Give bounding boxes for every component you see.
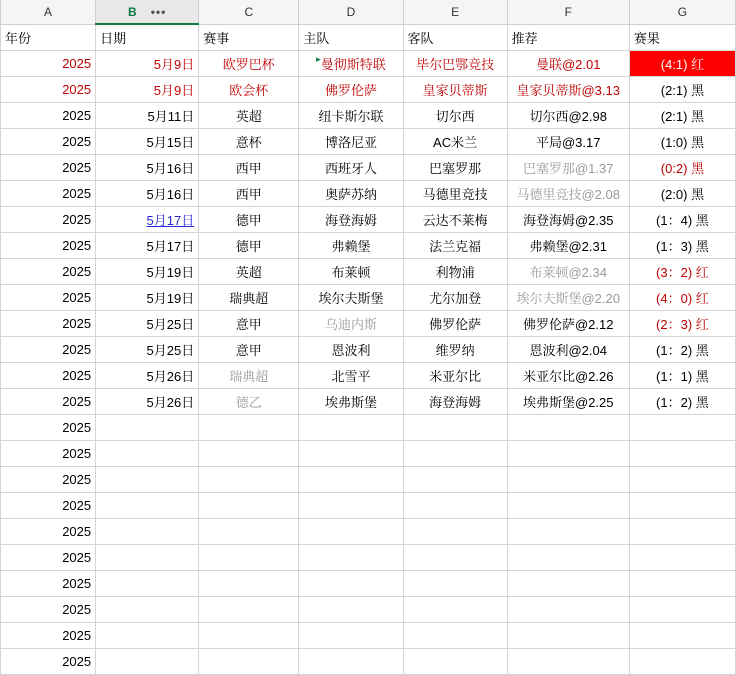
cell-home[interactable]: 西班牙人 bbox=[299, 154, 403, 180]
empty-cell[interactable] bbox=[299, 466, 403, 492]
header-cell-date[interactable]: 日期 bbox=[96, 24, 199, 50]
cell-year[interactable]: 2025 bbox=[1, 544, 96, 570]
column-header-d-label: D bbox=[346, 4, 356, 19]
empty-cell[interactable] bbox=[403, 492, 507, 518]
empty-cell[interactable] bbox=[403, 622, 507, 648]
cell-home[interactable]: 布莱顿 bbox=[299, 258, 403, 284]
empty-cell[interactable] bbox=[199, 466, 299, 492]
cell-year[interactable]: 2025 bbox=[1, 336, 96, 362]
header-cell-league[interactable]: 赛事 bbox=[199, 24, 299, 50]
header-cell-result[interactable]: 赛果 bbox=[629, 24, 735, 50]
cell-home[interactable]: 博洛尼亚 bbox=[299, 128, 403, 154]
empty-cell[interactable] bbox=[299, 492, 403, 518]
cell-year[interactable]: 2025 bbox=[1, 388, 96, 414]
cell-league[interactable]: 德乙 bbox=[199, 388, 299, 414]
cell-result[interactable]: (1：1) 黑 bbox=[629, 362, 735, 388]
cell-league[interactable]: 德甲 bbox=[199, 206, 299, 232]
cell-home[interactable]: 埃尔夫斯堡 bbox=[299, 284, 403, 310]
cell-away[interactable]: AC米兰 bbox=[403, 128, 507, 154]
table-row[interactable] bbox=[1, 50, 736, 76]
cell-year[interactable]: 2025 bbox=[1, 50, 96, 76]
empty-cell[interactable] bbox=[199, 570, 299, 596]
empty-cell[interactable] bbox=[629, 570, 735, 596]
cell-date[interactable]: 5月19日 bbox=[96, 258, 199, 284]
cell-result[interactable]: (3：2) 红 bbox=[629, 258, 735, 284]
column-header-g[interactable] bbox=[629, 0, 735, 24]
empty-cell[interactable] bbox=[629, 466, 735, 492]
table-row[interactable] bbox=[1, 206, 736, 232]
table-row[interactable] bbox=[1, 388, 736, 414]
empty-cell[interactable] bbox=[507, 570, 629, 596]
header-cell-home[interactable]: 主队 bbox=[299, 24, 403, 50]
empty-cell[interactable] bbox=[199, 596, 299, 622]
cell-away[interactable]: 米亚尔比 bbox=[403, 362, 507, 388]
cell-year[interactable]: 2025 bbox=[1, 492, 96, 518]
table-row[interactable] bbox=[1, 648, 736, 674]
cell-pick[interactable]: 切尔西@2.98 bbox=[507, 102, 629, 128]
cell-date[interactable]: 5月25日 bbox=[96, 336, 199, 362]
empty-cell[interactable] bbox=[299, 622, 403, 648]
cell-result[interactable]: (2：3) 红 bbox=[629, 310, 735, 336]
cell-date[interactable]: 5月17日 bbox=[96, 232, 199, 258]
cell-home[interactable]: 奥萨苏纳 bbox=[299, 180, 403, 206]
cell-away[interactable]: 佛罗伦萨 bbox=[403, 310, 507, 336]
cell-result[interactable]: (1：2) 黑 bbox=[629, 388, 735, 414]
empty-cell[interactable] bbox=[199, 544, 299, 570]
cell-away[interactable]: 马德里竞技 bbox=[403, 180, 507, 206]
cell-year[interactable]: 2025 bbox=[1, 440, 96, 466]
cell-result[interactable]: (0:2) 黑 bbox=[629, 154, 735, 180]
table-row[interactable] bbox=[1, 362, 736, 388]
cell-away[interactable]: 切尔西 bbox=[403, 102, 507, 128]
empty-cell[interactable] bbox=[199, 622, 299, 648]
cell-date[interactable] bbox=[96, 206, 199, 232]
cell-date[interactable]: 5月9日 bbox=[96, 50, 199, 76]
cell-year[interactable]: 2025 bbox=[1, 180, 96, 206]
empty-cell[interactable] bbox=[299, 570, 403, 596]
empty-cell[interactable] bbox=[403, 440, 507, 466]
cell-pick[interactable]: 埃弗斯堡@2.25 bbox=[507, 388, 629, 414]
cell-away[interactable]: 云达不莱梅 bbox=[403, 206, 507, 232]
column-header-b-label: B bbox=[128, 4, 137, 19]
empty-cell[interactable] bbox=[629, 518, 735, 544]
cell-date[interactable]: 5月9日 bbox=[96, 76, 199, 102]
empty-cell[interactable] bbox=[629, 440, 735, 466]
cell-result[interactable]: (1：4) 黑 bbox=[629, 206, 735, 232]
empty-cell[interactable] bbox=[629, 414, 735, 440]
cell-result[interactable]: (4：0) 红 bbox=[629, 284, 735, 310]
cell-pick[interactable]: 恩波利@2.04 bbox=[507, 336, 629, 362]
table-row[interactable] bbox=[1, 128, 736, 154]
cell-year[interactable]: 2025 bbox=[1, 76, 96, 102]
empty-cell[interactable] bbox=[299, 596, 403, 622]
column-header-d[interactable] bbox=[299, 0, 403, 24]
column-header-c-label: C bbox=[244, 4, 254, 19]
empty-cell[interactable] bbox=[96, 544, 199, 570]
cell-date[interactable]: 5月19日 bbox=[96, 284, 199, 310]
empty-cell[interactable] bbox=[507, 596, 629, 622]
cell-pick[interactable]: 皇家贝蒂斯@3.13 bbox=[507, 76, 629, 102]
column-header-f-label: F bbox=[564, 4, 572, 19]
cell-year[interactable]: 2025 bbox=[1, 206, 96, 232]
empty-cell[interactable] bbox=[507, 466, 629, 492]
cell-year[interactable]: 2025 bbox=[1, 596, 96, 622]
table-row[interactable] bbox=[1, 570, 736, 596]
empty-cell[interactable] bbox=[629, 622, 735, 648]
cell-year[interactable]: 2025 bbox=[1, 414, 96, 440]
active-cell[interactable] bbox=[96, 414, 199, 440]
cell-home[interactable]: 埃弗斯堡 bbox=[299, 388, 403, 414]
empty-cell[interactable] bbox=[507, 544, 629, 570]
cell-home[interactable]: ▸曼彻斯特联 bbox=[299, 50, 403, 76]
cell-away[interactable]: 毕尔巴鄂竞技 bbox=[403, 50, 507, 76]
cell-date[interactable]: 5月25日 bbox=[96, 310, 199, 336]
cell-year[interactable]: 2025 bbox=[1, 258, 96, 284]
cell-league[interactable]: 意甲 bbox=[199, 310, 299, 336]
table-row[interactable] bbox=[1, 596, 736, 622]
cell-date[interactable]: 5月16日 bbox=[96, 180, 199, 206]
empty-cell[interactable] bbox=[96, 492, 199, 518]
empty-cell[interactable] bbox=[507, 492, 629, 518]
cell-date[interactable]: 5月15日 bbox=[96, 128, 199, 154]
empty-cell[interactable] bbox=[629, 596, 735, 622]
empty-cell[interactable] bbox=[96, 648, 199, 674]
cell-home[interactable]: 佛罗伦萨 bbox=[299, 76, 403, 102]
cell-pick[interactable]: 布莱顿@2.34 bbox=[507, 258, 629, 284]
empty-cell[interactable] bbox=[299, 414, 403, 440]
cell-year[interactable]: 2025 bbox=[1, 310, 96, 336]
cell-year[interactable]: 2025 bbox=[1, 128, 96, 154]
cell-result[interactable]: (2:1) 黑 bbox=[629, 102, 735, 128]
cell-pick[interactable]: 海登海姆@2.35 bbox=[507, 206, 629, 232]
cell-date[interactable]: 5月26日 bbox=[96, 388, 199, 414]
column-header-e[interactable] bbox=[403, 0, 507, 24]
cell-result[interactable]: (1：3) 黑 bbox=[629, 232, 735, 258]
table-row[interactable] bbox=[1, 258, 736, 284]
empty-cell[interactable] bbox=[199, 648, 299, 674]
cell-league[interactable]: 意杯 bbox=[199, 128, 299, 154]
table-row[interactable] bbox=[1, 544, 736, 570]
table-row[interactable] bbox=[1, 232, 736, 258]
table-row[interactable] bbox=[1, 284, 736, 310]
date-link[interactable]: 5月17日 bbox=[146, 212, 195, 228]
cell-league[interactable]: 欧会杯 bbox=[199, 76, 299, 102]
cell-year[interactable]: 2025 bbox=[1, 570, 96, 596]
empty-cell[interactable] bbox=[507, 414, 629, 440]
column-options-icon[interactable]: ••• bbox=[150, 4, 167, 19]
cell-date[interactable]: 5月11日 bbox=[96, 102, 199, 128]
empty-cell[interactable] bbox=[629, 544, 735, 570]
empty-cell[interactable] bbox=[403, 596, 507, 622]
cell-year[interactable]: 2025 bbox=[1, 518, 96, 544]
column-header-g-label: G bbox=[677, 4, 688, 19]
cell-away[interactable]: 尤尔加登 bbox=[403, 284, 507, 310]
empty-cell[interactable] bbox=[96, 518, 199, 544]
cell-league[interactable]: 欧罗巴杯 bbox=[199, 50, 299, 76]
empty-cell[interactable] bbox=[96, 622, 199, 648]
empty-cell[interactable] bbox=[403, 518, 507, 544]
empty-cell[interactable] bbox=[199, 440, 299, 466]
empty-cell[interactable] bbox=[299, 518, 403, 544]
table-header-row bbox=[1, 24, 736, 50]
empty-cell[interactable] bbox=[629, 492, 735, 518]
table-row[interactable] bbox=[1, 76, 736, 102]
table-row[interactable] bbox=[1, 336, 736, 362]
cell-year[interactable]: 2025 bbox=[1, 284, 96, 310]
column-header-e-label: E bbox=[451, 4, 460, 19]
cell-year[interactable]: 2025 bbox=[1, 648, 96, 674]
empty-cell[interactable] bbox=[403, 648, 507, 674]
cell-away[interactable]: 海登海姆 bbox=[403, 388, 507, 414]
cell-league[interactable]: 瑞典超 bbox=[199, 284, 299, 310]
cell-year[interactable]: 2025 bbox=[1, 362, 96, 388]
cell-year[interactable]: 2025 bbox=[1, 622, 96, 648]
sheet-body bbox=[1, 24, 736, 674]
column-header-c[interactable] bbox=[199, 0, 299, 24]
cell-away[interactable]: 法兰克福 bbox=[403, 232, 507, 258]
cell-away[interactable]: 巴塞罗那 bbox=[403, 154, 507, 180]
cell-year[interactable]: 2025 bbox=[1, 154, 96, 180]
empty-cell[interactable] bbox=[403, 414, 507, 440]
cell-away[interactable]: 维罗纳 bbox=[403, 336, 507, 362]
cell-pick[interactable]: 弗赖堡@2.31 bbox=[507, 232, 629, 258]
column-header-a-label: A bbox=[44, 4, 53, 19]
cell-league[interactable]: 德甲 bbox=[199, 232, 299, 258]
empty-cell[interactable] bbox=[299, 544, 403, 570]
cell-away[interactable]: 皇家贝蒂斯 bbox=[403, 76, 507, 102]
cell-date[interactable]: 5月26日 bbox=[96, 362, 199, 388]
empty-cell[interactable] bbox=[507, 622, 629, 648]
cell-result[interactable]: (1:0) 黑 bbox=[629, 128, 735, 154]
cell-home[interactable]: 纽卡斯尔联 bbox=[299, 102, 403, 128]
empty-cell[interactable] bbox=[96, 440, 199, 466]
column-header-a[interactable] bbox=[1, 0, 96, 24]
header-cell-year[interactable]: 年份 bbox=[1, 24, 96, 50]
empty-cell[interactable] bbox=[403, 570, 507, 596]
table-row[interactable] bbox=[1, 622, 736, 648]
cell-year[interactable]: 2025 bbox=[1, 466, 96, 492]
cell-result[interactable]: (2:0) 黑 bbox=[629, 180, 735, 206]
empty-cell[interactable] bbox=[199, 518, 299, 544]
table-row[interactable] bbox=[1, 154, 736, 180]
cell-pick[interactable]: 佛罗伦萨@2.12 bbox=[507, 310, 629, 336]
cell-pick[interactable]: 平局@3.17 bbox=[507, 128, 629, 154]
cell-league[interactable]: 西甲 bbox=[199, 154, 299, 180]
table-row[interactable] bbox=[1, 518, 736, 544]
cell-home[interactable]: 弗赖堡 bbox=[299, 232, 403, 258]
table-row[interactable] bbox=[1, 180, 736, 206]
empty-cell[interactable] bbox=[403, 466, 507, 492]
empty-cell[interactable] bbox=[96, 596, 199, 622]
empty-cell[interactable] bbox=[199, 414, 299, 440]
cell-away[interactable]: 利物浦 bbox=[403, 258, 507, 284]
cell-pick[interactable]: 曼联@2.01 bbox=[507, 50, 629, 76]
table-row[interactable] bbox=[1, 102, 736, 128]
column-header-row bbox=[1, 0, 736, 24]
cell-home[interactable]: 海登海姆 bbox=[299, 206, 403, 232]
cell-result[interactable]: (4:1) 红 bbox=[629, 50, 735, 76]
cell-result[interactable]: (2:1) 黑 bbox=[629, 76, 735, 102]
cell-league[interactable]: 西甲 bbox=[199, 180, 299, 206]
column-header-f[interactable] bbox=[507, 0, 629, 24]
empty-cell[interactable] bbox=[96, 466, 199, 492]
cell-home[interactable]: 乌迪内斯 bbox=[299, 310, 403, 336]
cell-result[interactable]: (1：2) 黑 bbox=[629, 336, 735, 362]
cell-league[interactable]: 英超 bbox=[199, 102, 299, 128]
cell-home[interactable]: 北雪平 bbox=[299, 362, 403, 388]
cell-pick[interactable]: 马德里竞技@2.08 bbox=[507, 180, 629, 206]
cell-league[interactable]: 英超 bbox=[199, 258, 299, 284]
cell-date[interactable]: 5月16日 bbox=[96, 154, 199, 180]
column-header-b[interactable] bbox=[96, 0, 199, 24]
cell-year[interactable]: 2025 bbox=[1, 232, 96, 258]
cell-home[interactable]: 恩波利 bbox=[299, 336, 403, 362]
empty-cell[interactable] bbox=[299, 648, 403, 674]
empty-cell[interactable] bbox=[507, 648, 629, 674]
empty-cell[interactable] bbox=[299, 440, 403, 466]
table-row[interactable] bbox=[1, 414, 736, 440]
cell-league[interactable]: 意甲 bbox=[199, 336, 299, 362]
cell-year[interactable]: 2025 bbox=[1, 102, 96, 128]
table-row[interactable] bbox=[1, 440, 736, 466]
header-cell-away[interactable]: 客队 bbox=[403, 24, 507, 50]
header-cell-pick[interactable]: 推荐 bbox=[507, 24, 629, 50]
table-row[interactable] bbox=[1, 492, 736, 518]
empty-cell[interactable] bbox=[629, 648, 735, 674]
table-row[interactable] bbox=[1, 310, 736, 336]
cell-pick[interactable]: 巴塞罗那@1.37 bbox=[507, 154, 629, 180]
cell-league[interactable]: 瑞典超 bbox=[199, 362, 299, 388]
empty-cell[interactable] bbox=[199, 492, 299, 518]
table-row[interactable] bbox=[1, 466, 736, 492]
empty-cell[interactable] bbox=[507, 440, 629, 466]
cell-pick[interactable]: 米亚尔比@2.26 bbox=[507, 362, 629, 388]
empty-cell[interactable] bbox=[96, 570, 199, 596]
comment-marker-icon: ▸ bbox=[316, 53, 321, 64]
empty-cell[interactable] bbox=[403, 544, 507, 570]
cell-pick[interactable]: 埃尔夫斯堡@2.20 bbox=[507, 284, 629, 310]
empty-cell[interactable] bbox=[507, 518, 629, 544]
